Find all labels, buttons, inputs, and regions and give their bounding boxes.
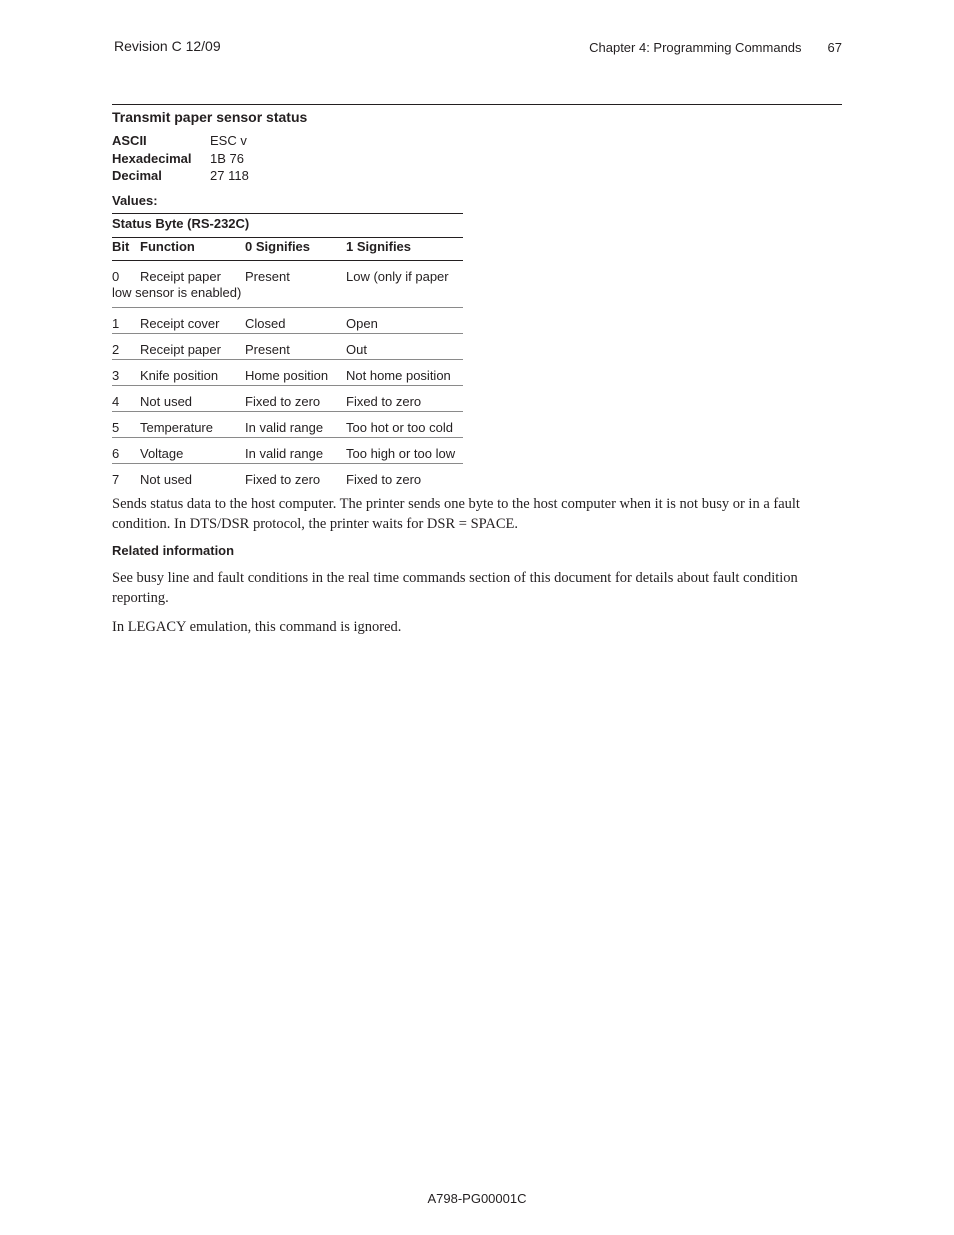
table-row (112, 308, 463, 334)
command-title: Transmit paper sensor status (112, 109, 308, 125)
cell-one: Out (346, 334, 463, 360)
cell-bit: 1 (112, 308, 140, 334)
cell-one: Open (346, 308, 463, 334)
cell-zero: Fixed to zero (245, 386, 346, 412)
cell-function: Receipt paper (140, 269, 221, 284)
col-header-bit: Bit (112, 238, 140, 261)
related-info-heading: Related information (112, 543, 235, 558)
col-header-zero: 0 Signifies (245, 238, 346, 261)
description-paragraph: Sends status data to the host computer. The printer sends one byte to the host computer when it is not busy or in a fault condition. In DTS/DSR protocol, the printer waits for DSR = SPACE. (112, 496, 800, 532)
command-codes (112, 132, 249, 185)
cell-zero: Present (245, 269, 290, 284)
related-info-paragraph: See busy line and fault conditions in the real time commands section of this document for details about fault condition reporting. (112, 570, 798, 606)
cell-bit: 6 (112, 438, 140, 464)
header-chapter: Chapter 4: Programming Commands (589, 40, 802, 55)
cell-zero: Home position (245, 360, 346, 386)
cell-function: Temperature (140, 412, 245, 438)
header-chapter-block (589, 40, 842, 55)
code-row-hexadecimal (112, 150, 249, 168)
code-value: ESC v (210, 133, 247, 148)
table-row (112, 334, 463, 360)
cell-zero: In valid range (245, 412, 346, 438)
table-caption: Status Byte (RS-232C) (112, 214, 463, 238)
cell-continuation: low sensor is enabled) (112, 285, 242, 300)
status-byte-table (112, 213, 463, 490)
code-label: Decimal (112, 168, 162, 183)
cell-bit: 7 (112, 472, 120, 487)
cell-function: Knife position (140, 360, 245, 386)
code-row-decimal (112, 167, 249, 185)
col-header-one: 1 Signifies (346, 238, 463, 261)
page-number: 67 (827, 40, 842, 55)
code-label: ASCII (112, 133, 147, 148)
table-header-row (112, 238, 463, 261)
cell-function: Not used (140, 472, 193, 487)
cell-bit: 2 (112, 334, 140, 360)
legacy-note: In LEGACY emulation, this command is ignored. (112, 619, 402, 635)
table-row (112, 464, 463, 490)
cell-one: Too hot or too cold (346, 412, 463, 438)
header-revision: Revision C 12/09 (114, 38, 221, 54)
cell-function: Not used (140, 386, 245, 412)
code-value: 27 118 (210, 168, 249, 183)
code-value: 1B 76 (210, 150, 244, 166)
col-header-function: Function (140, 238, 245, 261)
cell-bit: 4 (112, 386, 140, 412)
cell-one: Low (only if paper (346, 269, 449, 284)
table-row (112, 412, 463, 438)
code-label: Hexadecimal (112, 150, 192, 166)
cell-zero: Closed (245, 308, 346, 334)
code-row-ascii (112, 132, 249, 150)
cell-function: Receipt paper (140, 334, 245, 360)
cell-function: Receipt cover (140, 308, 245, 334)
table-row (112, 438, 463, 464)
table-row (112, 386, 463, 412)
cell-bit: 5 (112, 412, 140, 438)
cell-zero: In valid range (245, 438, 346, 464)
cell-zero: Present (245, 334, 346, 360)
cell-bit: 0 (112, 269, 120, 284)
cell-function: Voltage (140, 438, 245, 464)
section-divider (112, 104, 842, 105)
cell-bit: 3 (112, 360, 140, 386)
cell-zero: Fixed to zero (245, 472, 321, 487)
values-label: Values: (112, 193, 158, 208)
cell-one: Too high or too low (346, 438, 463, 464)
table-row (112, 261, 463, 308)
cell-one: Not home position (346, 360, 463, 386)
cell-one: Fixed to zero (346, 472, 422, 487)
footer-doc-number: A798-PG00001C (427, 1191, 527, 1206)
table-row (112, 360, 463, 386)
cell-one: Fixed to zero (346, 386, 463, 412)
